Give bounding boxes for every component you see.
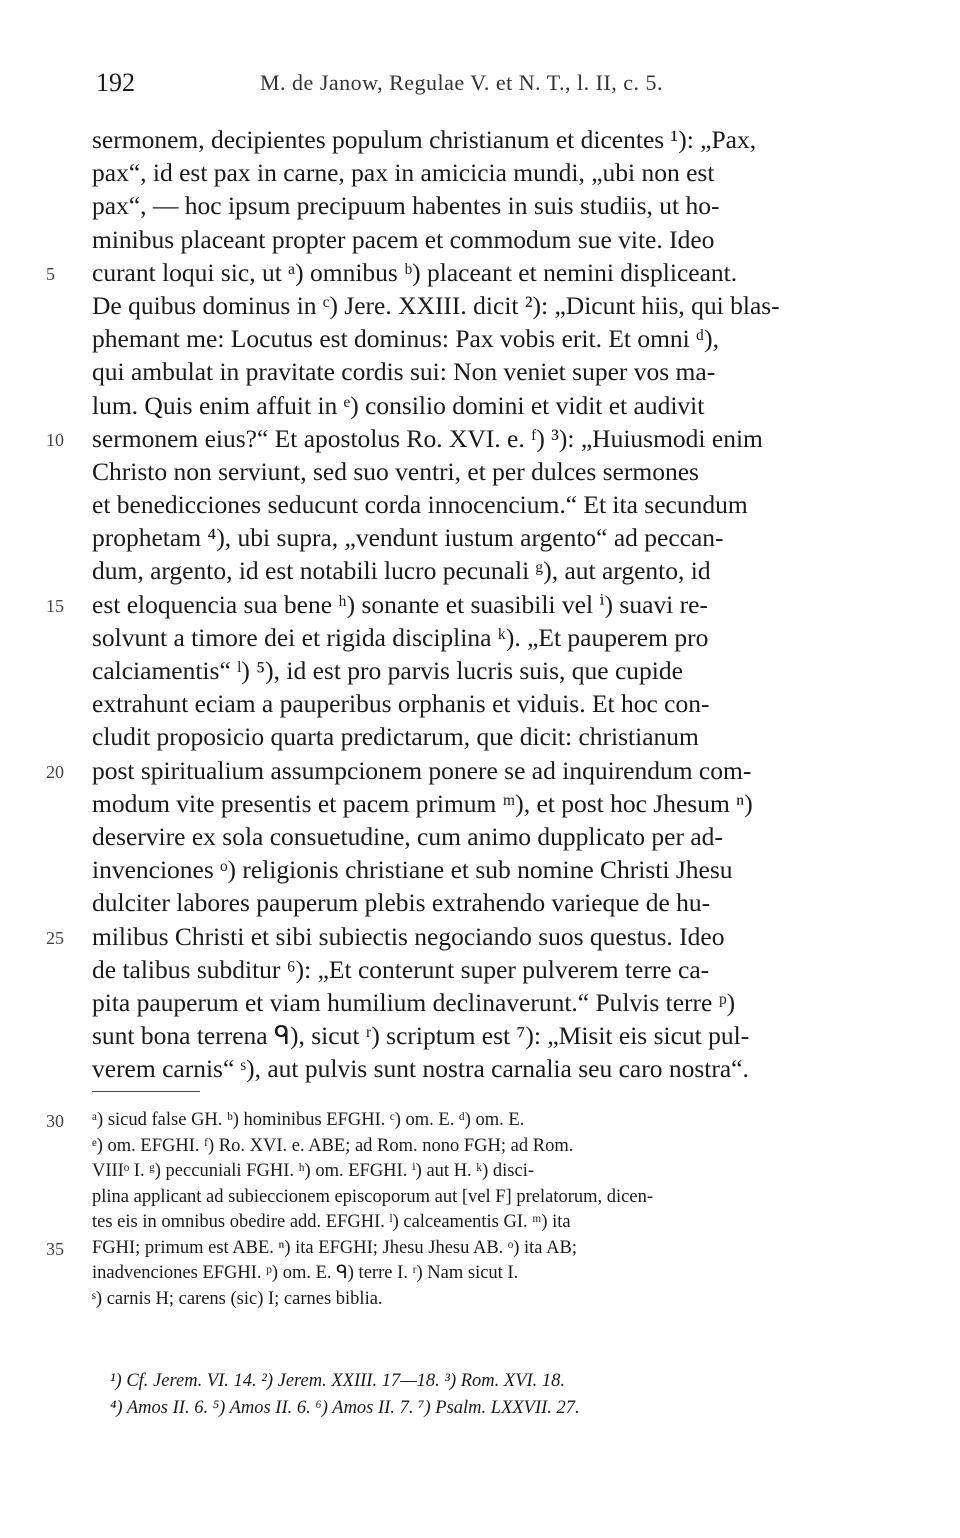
text-line	[0, 554, 960, 587]
footnote-line	[0, 1287, 960, 1313]
text-line-text: de talibus subditur ⁶): „Et conterunt super pulverem terre ca-	[92, 954, 710, 984]
footnote-line	[0, 1159, 960, 1185]
text-line-text: lum. Quis enim affuit in ᵉ) consilio domini et vidit et audivit	[92, 390, 705, 420]
footnote-line-text: ᵃ) sicud false GH. ᵇ) hominibus EFGHI. ᶜ) om. E. ᵈ) om. E.	[92, 1110, 525, 1130]
text-line-text: est eloquencia sua bene ʰ) sonante et suasibili vel ⁱ) suavi re-	[92, 589, 708, 619]
text-line	[0, 920, 960, 953]
footnote-line-text: inadvenciones EFGHI. ᵖ) om. E. ᑫ) terre I. ʳ) Nam sicut I.	[92, 1263, 519, 1283]
text-line	[0, 820, 960, 853]
text-line	[0, 488, 960, 521]
text-line	[0, 588, 960, 621]
source-line-text: ¹) Cf. Jerem. VI. 14. ²) Jerem. XXIII. 17—18. ³) Rom. XVI. 18.	[110, 1371, 566, 1391]
footnote-line	[0, 1261, 960, 1287]
page-number: 192	[96, 68, 135, 97]
source-line	[0, 1396, 960, 1423]
text-line	[0, 389, 960, 422]
line-number: 20	[46, 761, 64, 782]
text-line-text: dum, argento, id est notabili lucro pecunali ᵍ), aut argento, id	[92, 556, 711, 586]
text-line-text: solvunt a timore dei et rigida disciplina ᵏ). „Et pauperem pro	[92, 622, 709, 652]
text-line	[0, 223, 960, 256]
source-line-text: ⁴) Amos II. 6. ⁵) Amos II. 6. ⁶) Amos II. 7. ⁷) Psalm. LXXVII. 27.	[110, 1398, 580, 1418]
footnote-line	[0, 1210, 960, 1236]
footnote-line-text: plina applicant ad subieccionem episcoporum aut [vel F] prelatorum, dicen-	[92, 1186, 653, 1207]
text-line	[0, 455, 960, 488]
footnote-line	[0, 1236, 960, 1262]
text-line-text: milibus Christi et sibi subiectis negociando suos questus. Ideo	[92, 921, 725, 951]
footnote-line	[0, 1185, 960, 1211]
text-line	[0, 521, 960, 554]
footnote-line-text: FGHI; primum est ABE. ⁿ) ita EFGHI; Jhesu Jhesu AB. ᵒ) ita AB;	[92, 1237, 577, 1258]
text-line	[0, 654, 960, 687]
text-line	[0, 289, 960, 322]
text-line-text: et benedicciones seducunt corda innocencium.“ Et ita secundum	[92, 490, 748, 520]
text-line-text: modum vite presentis et pacem primum ᵐ), et post hoc Jhesum ⁿ)	[92, 788, 753, 818]
running-head: M. de Janow, Regulae V. et N. T., l. II, c. 5.	[260, 70, 664, 95]
line-number: 35	[46, 1238, 64, 1259]
text-line-text: sermonem, decipientes populum christianum et dicentes ¹): „Pax,	[92, 125, 757, 154]
page-header	[96, 64, 876, 104]
text-line-text: calciamentis“ ˡ) ⁵), id est pro parvis lucris suis, que cupide	[92, 656, 683, 685]
text-line	[0, 986, 960, 1019]
text-line-text: cludit proposicio quarta predictarum, que dicit: christianum	[92, 722, 699, 752]
footnote-line	[0, 1134, 960, 1160]
text-line	[0, 621, 960, 654]
text-line-text: extrahunt eciam a pauperibus orphanis et viduis. Et hoc con-	[92, 689, 710, 719]
text-line-text: dulciter labores pauperum plebis extrahendo varieque de hu-	[92, 888, 711, 918]
footnote-line-text: tes eis in omnibus obedire add. EFGHI. ˡ) calceamentis GI. ᵐ) ita	[92, 1212, 571, 1232]
text-line	[0, 720, 960, 753]
critical-apparatus	[0, 1108, 960, 1312]
text-line	[0, 787, 960, 820]
line-number: 10	[46, 429, 64, 450]
text-line	[0, 886, 960, 919]
text-line	[0, 754, 960, 787]
text-line-text: sunt bona terrena ᑫ), sicut ʳ) scriptum est ⁷): „Misit eis sicut pul-	[92, 1021, 750, 1051]
text-line	[0, 355, 960, 388]
text-line-text: De quibus dominus in ᶜ) Jere. XXIII. dicit ²): „Dicunt hiis, qui blas-	[92, 290, 780, 320]
text-line	[0, 189, 960, 222]
source-notes	[0, 1369, 960, 1423]
text-line	[0, 123, 960, 156]
text-line	[0, 256, 960, 289]
footnote-separator	[92, 1091, 200, 1092]
source-line	[0, 1369, 960, 1396]
text-line-text: deservire ex sola consuetudine, cum animo dupplicato per ad-	[92, 821, 723, 851]
main-text	[0, 123, 960, 1085]
footnote-line-text: VIIIᵒ I. ᵍ) peccuniali FGHI. ʰ) om. EFGHI. ⁱ) aut H. ᵏ) disci-	[92, 1161, 535, 1181]
text-line-text: post spiritualium assumpcionem ponere se ad inquirendum com-	[92, 755, 752, 785]
line-number: 5	[46, 263, 55, 284]
text-line-text: prophetam ⁴), ubi supra, „vendunt iustum argento“ ad peccan-	[92, 523, 724, 553]
text-line-text: sermonem eius?“ Et apostolus Ro. XVI. e. ᶠ) ³): „Huiusmodi enim	[92, 423, 763, 453]
text-line-text: minibus placeant propter pacem et commodum sue vite. Ideo	[92, 224, 715, 254]
text-line-text: pita pauperum et viam humilium declinaverunt.“ Pulvis terre ᵖ)	[92, 987, 736, 1017]
footnote-line-text: ˢ) carnis H; carens (sic) I; carnes biblia.	[92, 1288, 383, 1309]
text-line	[0, 853, 960, 886]
text-line-text: phemant me: Locutus est dominus: Pax vobis erit. Et omni ᵈ),	[92, 324, 719, 354]
text-line	[0, 322, 960, 355]
line-number: 25	[46, 927, 64, 948]
line-number: 30	[46, 1111, 64, 1131]
text-line-text: Christo non serviunt, sed suo ventri, et per dulces sermones	[92, 456, 699, 486]
footnote-line	[0, 1108, 960, 1134]
text-line	[0, 1052, 960, 1085]
text-line-text: verem carnis“ ˢ), aut pulvis sunt nostra carnalia seu caro nostra“.	[92, 1054, 749, 1084]
text-line-text: invenciones ᵒ) religionis christiane et sub nomine Christi Jhesu	[92, 855, 733, 885]
text-line-text: pax“, — hoc ipsum precipuum habentes in suis studiis, ut ho-	[92, 191, 720, 221]
text-line	[0, 1019, 960, 1052]
text-line	[0, 687, 960, 720]
text-line	[0, 156, 960, 189]
line-number: 15	[46, 595, 64, 616]
footnote-line-text: ᵉ) om. EFGHI. ᶠ) Ro. XVI. e. ABE; ad Rom. nono FGH; ad Rom.	[92, 1135, 574, 1156]
text-line-text: pax“, id est pax in carne, pax in amicicia mundi, „ubi non est	[92, 158, 715, 188]
text-line	[0, 422, 960, 455]
text-line-text: curant loqui sic, ut ᵃ) omnibus ᵇ) placeant et nemini displiceant.	[92, 257, 738, 287]
text-line-text: qui ambulat in pravitate cordis sui: Non veniet super vos ma-	[92, 357, 716, 387]
text-line	[0, 953, 960, 986]
